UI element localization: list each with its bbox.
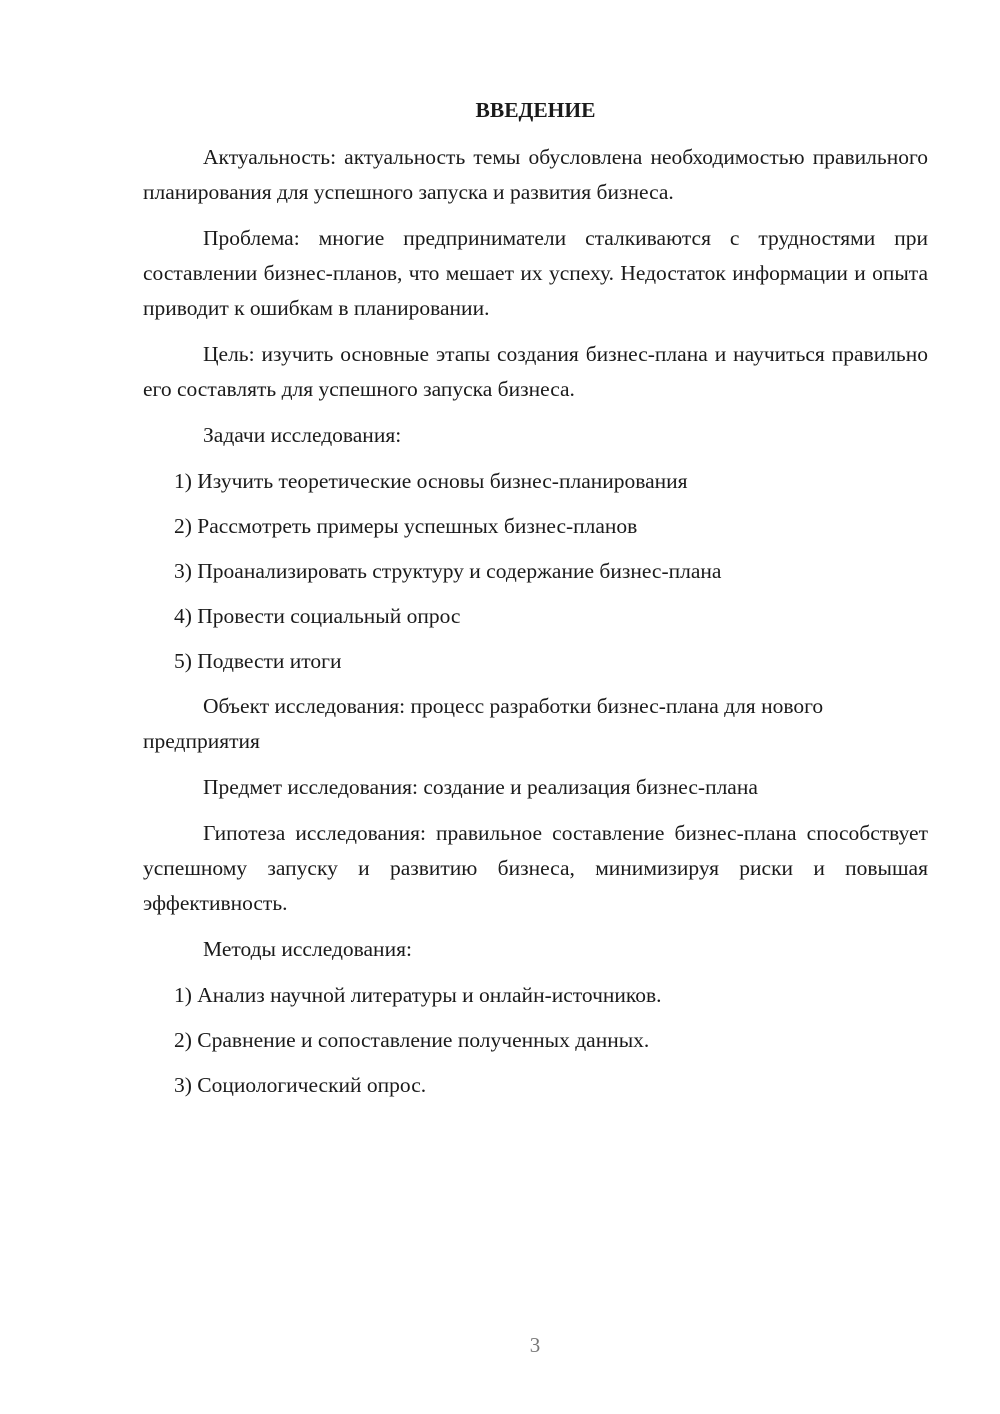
method-item: 2) Сравнение и сопоставление полученных данных. xyxy=(174,1028,650,1052)
task-item: 3) Проанализировать структуру и содержание бизнес-плана xyxy=(174,559,722,583)
relevance-paragraph: Актуальность: актуальность темы обусловлена необходимостью правильного планирования для успешного запуска и развития бизнеса. xyxy=(143,145,928,204)
method-item: 1) Анализ научной литературы и онлайн-источников. xyxy=(174,983,662,1007)
object-paragraph: Объект исследования: процесс разработки бизнес-плана для нового предприятия xyxy=(143,694,824,753)
page-number: 3 xyxy=(529,1333,541,1357)
problem-paragraph: Проблема: многие предприниматели сталкиваются с трудностями при составлении бизнес-планов, что мешает их успеху. Недостаток информации и опыта приводит к ошибкам в планировании. xyxy=(143,226,928,320)
hypothesis-paragraph: Гипотеза исследования: правильное составление бизнес-плана способствует успешному запуску и развитию бизнеса, минимизируя риски и повышая эффективность. xyxy=(143,821,928,915)
page-content xyxy=(143,93,928,1113)
task-item: 1) Изучить теоретические основы бизнес-планирования xyxy=(174,469,688,493)
goal-paragraph: Цель: изучить основные этапы создания бизнес-плана и научиться правильно его составлять для успешного запуска бизнеса. xyxy=(143,342,928,401)
method-item: 3) Социологический опрос. xyxy=(174,1073,427,1097)
methods-heading: Методы исследования: xyxy=(203,937,412,961)
task-item: 2) Рассмотреть примеры успешных бизнес-планов xyxy=(174,514,638,538)
task-item: 5) Подвести итоги xyxy=(174,649,342,673)
task-item: 4) Провести социальный опрос xyxy=(174,604,461,628)
section-title: ВВЕДЕНИЕ xyxy=(475,98,596,122)
subject-paragraph: Предмет исследования: создание и реализация бизнес-плана xyxy=(203,775,758,799)
tasks-heading: Задачи исследования: xyxy=(203,423,402,447)
